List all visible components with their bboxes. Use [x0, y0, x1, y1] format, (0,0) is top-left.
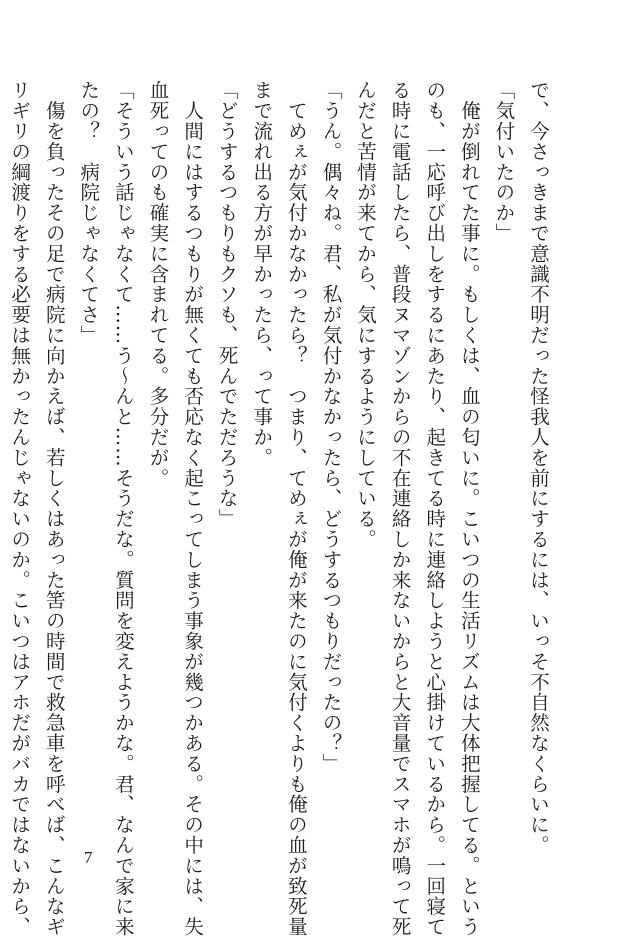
- text-line: 「うん。偶々ね。君、私が気付かなかったら、どうするつもりだったの？」: [319, 80, 343, 774]
- text-line: たの？ 病院じゃなくてさ」: [77, 80, 101, 346]
- text-line: 俺が倒れてた事に。もしくは、血の匂いに。こいつの生活リズムは大体把握してる。という: [457, 80, 481, 937]
- text-line: 「気付いたのか」: [492, 80, 516, 244]
- text-line: 血死ってのも確実に含まれてる。多分だが。: [146, 80, 170, 488]
- text-line: のも、一応呼び出しをするにあたり、起きてる時に連絡しようと心掛けているから。一回寝て: [423, 80, 447, 937]
- text-line: てめぇが気付かなかったら？ つまり、てめぇが俺が来たのに気付くよりも俺の血が致死量: [284, 80, 308, 937]
- text-line: [0, 80, 2, 850]
- text-line: 「そういう話じゃなくて……う～んと……そうだな。質問を変えようかな。君、なんで家に来: [111, 80, 135, 937]
- page-number: 7: [84, 848, 93, 867]
- text-line: 傷を負ったその足で病院に向かえば、若しくはあった筈の時間で救急車を呼べば、こんなギ: [42, 80, 66, 937]
- text-line: る時に電話したら、普段ヌマゾンからの不在連絡しか来ないからと大音量でスマホが鳴って死: [388, 80, 412, 937]
- text-line: んだと苦情が来てから、気にするようにしている。: [354, 80, 378, 550]
- text-line: 「どうするつもりもクソも、死んでただろうな」: [215, 80, 239, 529]
- text-line: リギリの綱渡りをする必要は無かったんじゃないのか。こいつはアホだがバカではないから、: [8, 80, 32, 937]
- text-line: まで流れ出る方が早かったら、って事か。: [250, 80, 274, 468]
- text-line: 人間にはするつもりが無くても否応なく起こってしまう事象が幾つかある。その中には、失: [181, 80, 205, 937]
- vertical-text-block: [8, 80, 555, 937]
- text-line: で、今さっきまで意識不明だった怪我人を前にするには、いっそ不自然なくらいに。: [527, 80, 550, 856]
